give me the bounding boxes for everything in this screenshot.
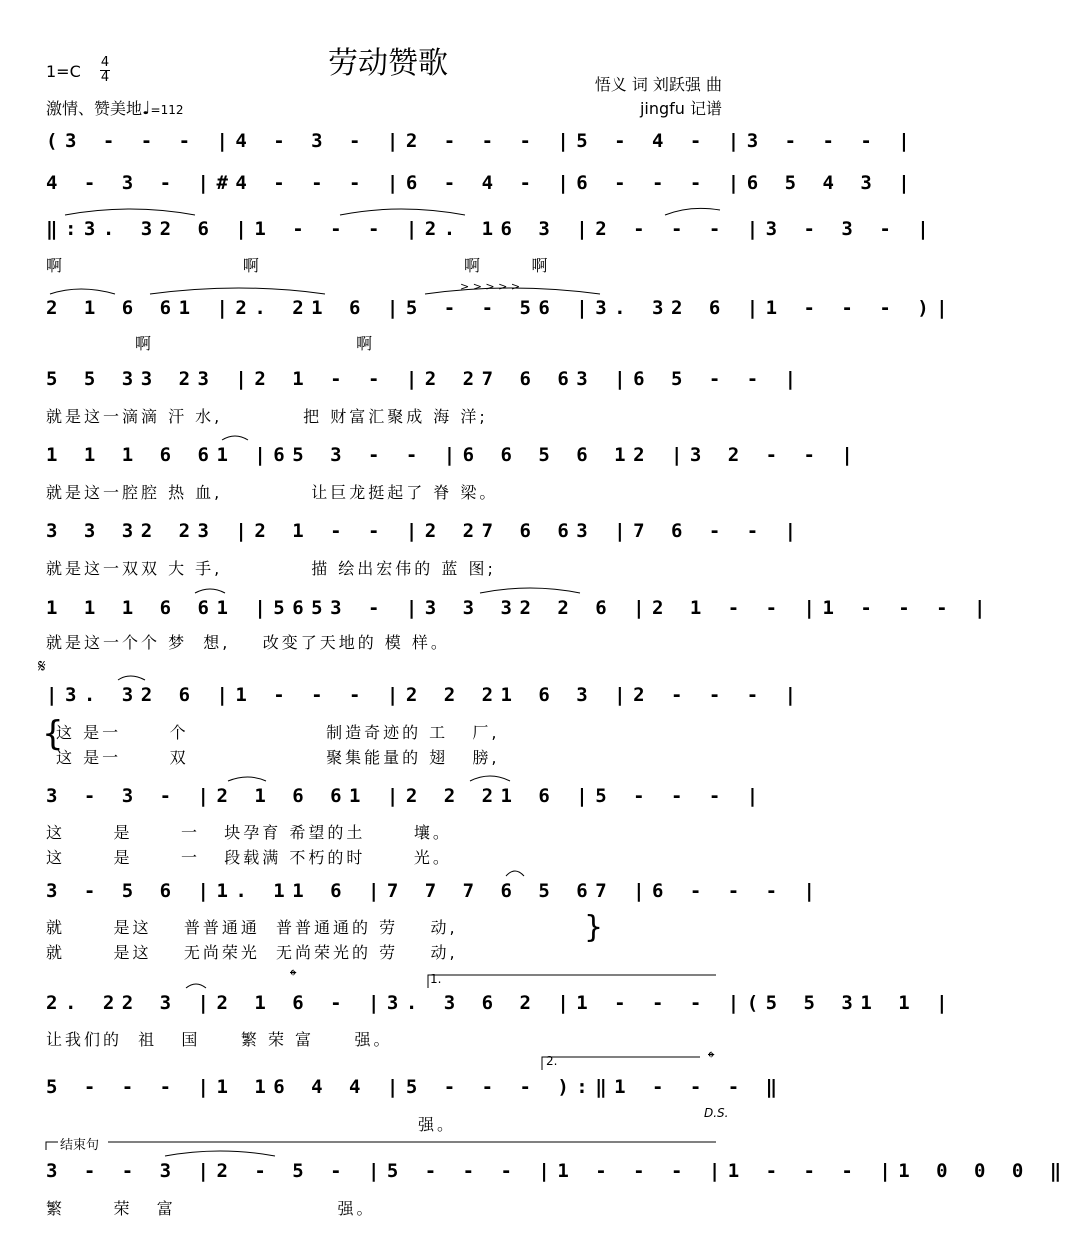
volta-1-bracket — [428, 975, 716, 988]
coda-icon: 𝄌 — [290, 966, 297, 987]
slur — [195, 589, 225, 593]
verse-brace-left: { — [42, 714, 64, 754]
slur — [186, 984, 206, 988]
score-row-2-notes: 4 - 3 - |#4 - - - |6 - 4 - |6 - - - |6 5 4 3 | — [46, 172, 918, 194]
slur — [165, 1151, 275, 1156]
slur — [470, 776, 510, 781]
score-row-9-lyrics-a: 这 是一 个 制造奇迹的 工 厂, — [56, 723, 500, 742]
score-row-10-lyrics-b: 这 是 一 段载满 不朽的时 光。 — [46, 848, 452, 867]
time-signature — [100, 56, 110, 85]
quarter-note-icon: ♩ — [142, 98, 151, 119]
score-row-12-lyrics: 让我们的 祖 国 繁 荣 富 强。 — [46, 1030, 393, 1049]
score-row-9-notes: |3. 32 6 |1 - - - |2 2 21 6 3 |2 - - - | — [46, 684, 804, 706]
slur — [506, 871, 524, 876]
score-row-12-notes: 2. 22 3 |2 1 6 - |3. 3 6 2 |1 - - - |(5 5 31 1 | — [46, 992, 956, 1014]
time-bottom: 4 — [100, 70, 110, 85]
score-row-4-lyrics: 啊 啊 — [46, 334, 376, 353]
credits-authors: 悟义 词 刘跃强 曲 — [594, 75, 722, 94]
ending-label: 结束句 — [60, 1138, 100, 1153]
score-row-7-lyrics: 就是这一双双 大 手, 描 绘出宏伟的 蓝 图; — [46, 559, 496, 578]
key-signature — [46, 62, 81, 81]
score-row-14-lyrics: 繁 荣 富 强。 — [46, 1199, 376, 1218]
score-row-10-notes: 3 - 3 - |2 1 6 61 |2 2 21 6 |5 - - - | — [46, 785, 766, 807]
ds-mark: D.S. — [704, 1106, 729, 1120]
tempo-value: =112 — [150, 103, 184, 117]
volta-2-label: 2. — [546, 1054, 558, 1068]
score-row-7-notes: 3 3 32 23 |2 1 - - |2 27 6 63 |7 6 - - | — [46, 520, 804, 542]
score-row-11-lyrics-b: 就 是这 无尚荣光 无尚荣光的 劳 动, — [46, 943, 458, 962]
slur — [340, 209, 465, 215]
score-row-8-lyrics: 就是这一个个 梦 想, 改变了天地的 模 样。 — [46, 633, 450, 652]
time-top: 4 — [100, 55, 110, 70]
score-row-13-lyrics: 强。 — [46, 1115, 456, 1134]
score-row-3-lyrics: 啊 啊 啊 啊 — [46, 256, 551, 275]
slur — [118, 676, 145, 680]
score-row-5-lyrics: 就是这一滴滴 汗 水, 把 财富汇聚成 海 洋; — [46, 407, 488, 426]
score-row-14-notes: 3 - - 3 |2 - 5 - |5 - - - |1 - - - |1 - - - |1 0 0 0 ‖ — [46, 1160, 1069, 1182]
slur — [665, 208, 720, 215]
score-row-1-notes: (3 - - - |4 - 3 - |2 - - - |5 - 4 - |3 - - - | — [46, 130, 918, 152]
slur — [222, 436, 248, 440]
ending-bracket — [46, 1142, 58, 1150]
score-row-8-notes: 1 1 1 6 61 |5653 - |3 3 32 2 6 |2 1 - - |1 - - - | — [46, 597, 993, 619]
score-row-4-notes: 2 1 6 61 |2. 21 6 |5 - - 56 |3. 32 6 |1 - - - )| — [46, 297, 956, 319]
score-row-10-lyrics-a: 这 是 一 块孕育 希望的土 壤。 — [46, 823, 452, 842]
slur — [425, 288, 600, 294]
volta-2-bracket — [542, 1057, 700, 1070]
tempo-text: 激情、赞美地 — [46, 99, 143, 118]
slur — [50, 289, 115, 294]
credits-transcriber: jingfu 记谱 — [639, 99, 722, 118]
score-row-5-notes: 5 5 33 23 |2 1 - - |2 27 6 63 |6 5 - - | — [46, 368, 804, 390]
tempo-marking — [46, 96, 183, 119]
song-title: 劳动赞歌 — [328, 46, 448, 81]
slur — [150, 288, 325, 294]
score-row-9-lyrics-b: 这 是一 双 聚集能量的 翅 膀, — [56, 748, 500, 767]
slur — [480, 588, 580, 593]
segno-icon: 𝄋 — [38, 656, 46, 677]
volta-1-label: 1. — [430, 972, 442, 986]
score-row-6-notes: 1 1 1 6 61 |65 3 - - |6 6 5 6 12 |3 2 - - | — [46, 444, 861, 466]
score-row-11-notes: 3 - 5 6 |1. 11 6 |7 7 7 6 5 67 |6 - - - | — [46, 880, 823, 902]
key-text: 1=C — [46, 62, 81, 81]
score-row-13-notes: 5 - - - |1 16 4 4 |5 - - - ):‖1 - - - ‖ — [46, 1076, 785, 1098]
slur — [228, 777, 266, 781]
accent-icon: > > > > > — [460, 280, 521, 293]
slur — [65, 209, 195, 215]
score-row-11-lyrics-a: 就 是这 普普通通 普普通通的 劳 动, — [46, 918, 458, 937]
verse-brace-right: } — [584, 910, 604, 945]
coda-icon-end: 𝄌 — [708, 1048, 715, 1069]
score-row-6-lyrics: 就是这一腔腔 热 血, 让巨龙挺起了 脊 梁。 — [46, 483, 499, 502]
score-row-3-notes: ‖:3. 32 6 |1 - - - |2. 16 3 |2 - - - |3 - 3 - | — [46, 218, 937, 240]
